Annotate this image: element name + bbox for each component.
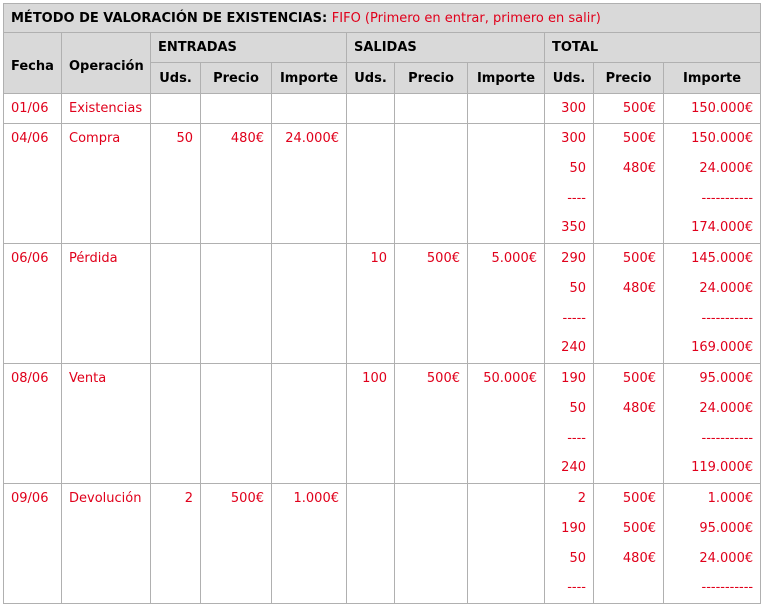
cell-entradas-precio-value xyxy=(208,244,264,273)
cell-total-precio-line xyxy=(601,453,656,483)
cell-salidas-importe-value xyxy=(475,94,537,123)
title-label: MÉTODO DE VALORACIÓN DE EXISTENCIAS: xyxy=(11,10,328,26)
header-salidas: SALIDAS xyxy=(347,33,545,63)
cell-total-precio-line xyxy=(601,333,656,363)
cell-entradas-importe xyxy=(272,364,347,484)
cell-salidas-precio xyxy=(395,364,468,484)
cell-operacion-value: Existencias xyxy=(69,101,143,116)
cell-total-uds-line: 50 xyxy=(569,400,586,416)
cell-total-importe-line: 95.000€ xyxy=(699,520,754,536)
cell-entradas-uds-value: 50 xyxy=(176,131,193,146)
cell-operacion xyxy=(62,364,151,484)
title-value: FIFO (Primero en entrar, primero en salir) xyxy=(331,10,601,26)
cell-total-precio xyxy=(594,484,664,604)
cell-total-precio xyxy=(594,94,664,124)
cell-salidas-uds-value: 100 xyxy=(362,371,387,386)
cell-salidas-importe xyxy=(468,244,545,364)
cell-total-precio-line: 480€ xyxy=(622,550,656,566)
cell-salidas-uds-value: 10 xyxy=(370,251,387,266)
cell-total-importe-line: 24.000€ xyxy=(699,400,754,416)
cell-salidas-precio-value xyxy=(402,94,460,123)
cell-entradas-uds xyxy=(151,244,201,364)
cell-salidas-precio-value xyxy=(402,484,460,513)
cell-entradas-uds-value xyxy=(158,94,193,123)
cell-total-importe-line: 119.000€ xyxy=(691,460,754,476)
cell-salidas-uds-value xyxy=(354,94,387,123)
cell-total-importe xyxy=(664,94,761,124)
cell-entradas-importe xyxy=(272,244,347,364)
cell-entradas-precio xyxy=(201,484,272,604)
header-total-uds: Uds. xyxy=(545,63,594,94)
cell-total-uds xyxy=(545,484,594,604)
cell-total-uds-line: ----- xyxy=(562,310,586,326)
cell-fecha xyxy=(4,364,62,484)
cell-operacion-value: Venta xyxy=(69,371,107,386)
cell-total-importe-line: 145.000€ xyxy=(691,251,754,266)
table-title xyxy=(4,4,761,33)
cell-total-uds-line: 190 xyxy=(561,520,586,536)
header-total: TOTAL xyxy=(545,33,761,63)
cell-total-importe-line: ----------- xyxy=(701,430,754,446)
table-body xyxy=(4,94,761,604)
header-salidas-importe: Importe xyxy=(468,63,545,94)
cell-total-uds-line: 240 xyxy=(561,340,586,356)
header-salidas-uds: Uds. xyxy=(347,63,395,94)
cell-total-uds-line: ---- xyxy=(567,190,586,206)
cell-salidas-uds xyxy=(347,364,395,484)
header-entradas-importe: Importe xyxy=(272,63,347,94)
cell-entradas-uds xyxy=(151,484,201,604)
cell-entradas-uds xyxy=(151,124,201,244)
cell-salidas-uds xyxy=(347,94,395,124)
cell-total-importe xyxy=(664,484,761,604)
cell-total-importe xyxy=(664,244,761,364)
cell-total-importe xyxy=(664,364,761,484)
header-fecha: Fecha xyxy=(4,33,62,94)
cell-salidas-uds xyxy=(347,244,395,364)
header-salidas-precio: Precio xyxy=(395,63,468,94)
cell-salidas-importe xyxy=(468,94,545,124)
cell-total-uds-line: 50 xyxy=(569,280,586,296)
cell-entradas-precio-value xyxy=(208,364,264,393)
cell-total-uds-line: 300 xyxy=(561,101,586,116)
cell-fecha-value: 08/06 xyxy=(11,371,49,386)
cell-salidas-uds xyxy=(347,484,395,604)
cell-total-uds-line: 50 xyxy=(569,550,586,566)
cell-operacion xyxy=(62,244,151,364)
cell-total-uds-line: 2 xyxy=(577,491,586,506)
header-total-precio: Precio xyxy=(594,63,664,94)
cell-salidas-precio-value: 500€ xyxy=(426,251,460,266)
cell-total-uds xyxy=(545,364,594,484)
cell-total-precio-line xyxy=(601,573,656,603)
cell-total-precio-line: 500€ xyxy=(622,520,656,536)
cell-entradas-uds xyxy=(151,364,201,484)
cell-fecha xyxy=(4,484,62,604)
cell-fecha-value: 01/06 xyxy=(11,101,49,116)
cell-entradas-importe-value: 1.000€ xyxy=(293,491,339,506)
cell-entradas-precio xyxy=(201,94,272,124)
cell-total-importe-line: 24.000€ xyxy=(699,160,754,176)
cell-total-precio-line xyxy=(601,304,656,334)
cell-total-precio xyxy=(594,244,664,364)
table-row xyxy=(4,124,761,244)
cell-salidas-uds-value xyxy=(354,124,387,153)
cell-total-importe-line: 24.000€ xyxy=(699,550,754,566)
header-entradas-precio: Precio xyxy=(201,63,272,94)
cell-total-uds-line: 50 xyxy=(569,160,586,176)
header-entradas-uds: Uds. xyxy=(151,63,201,94)
cell-total-precio xyxy=(594,364,664,484)
cell-salidas-uds xyxy=(347,124,395,244)
cell-operacion-value: Pérdida xyxy=(69,251,118,266)
cell-total-uds xyxy=(545,94,594,124)
cell-total-importe-line: ----------- xyxy=(701,190,754,206)
cell-entradas-uds-value: 2 xyxy=(184,491,193,506)
cell-total-importe-line: 24.000€ xyxy=(699,280,754,296)
cell-total-precio-line: 500€ xyxy=(622,101,656,116)
cell-salidas-importe xyxy=(468,124,545,244)
cell-total-importe-line: 1.000€ xyxy=(707,491,754,506)
cell-fecha xyxy=(4,124,62,244)
header-total-importe: Importe xyxy=(664,63,761,94)
cell-total-importe-line: 95.000€ xyxy=(699,371,754,386)
cell-total-precio-line xyxy=(601,424,656,454)
cell-operacion-value: Devolución xyxy=(69,491,142,506)
cell-salidas-uds-value xyxy=(354,484,387,513)
cell-total-precio-line: 480€ xyxy=(622,400,656,416)
cell-salidas-importe-value: 50.000€ xyxy=(483,371,537,386)
cell-entradas-importe xyxy=(272,124,347,244)
cell-entradas-precio-value xyxy=(208,94,264,123)
table-row xyxy=(4,484,761,604)
cell-fecha xyxy=(4,244,62,364)
cell-total-uds xyxy=(545,244,594,364)
cell-salidas-importe-value: 5.000€ xyxy=(491,251,537,266)
cell-total-precio-line xyxy=(601,184,656,214)
cell-entradas-precio-value: 480€ xyxy=(230,131,264,146)
table-row xyxy=(4,364,761,484)
cell-total-uds-line: 300 xyxy=(561,131,586,146)
cell-total-uds-line: 350 xyxy=(561,220,586,236)
cell-salidas-precio xyxy=(395,484,468,604)
cell-salidas-importe-value xyxy=(475,124,537,153)
cell-total-precio-line: 500€ xyxy=(622,371,656,386)
cell-fecha-value: 06/06 xyxy=(11,251,49,266)
cell-total-importe-line: 150.000€ xyxy=(691,131,754,146)
cell-entradas-uds xyxy=(151,94,201,124)
table-row xyxy=(4,94,761,124)
cell-entradas-precio xyxy=(201,244,272,364)
cell-total-precio-line: 480€ xyxy=(622,280,656,296)
cell-operacion xyxy=(62,94,151,124)
cell-salidas-precio xyxy=(395,244,468,364)
cell-total-uds xyxy=(545,124,594,244)
cell-salidas-precio xyxy=(395,94,468,124)
cell-entradas-importe-value xyxy=(279,244,339,273)
header-operacion: Operación xyxy=(62,33,151,94)
cell-fecha-value: 04/06 xyxy=(11,131,49,146)
cell-entradas-importe xyxy=(272,484,347,604)
cell-fecha xyxy=(4,94,62,124)
cell-entradas-uds-value xyxy=(158,364,193,393)
header-entradas: ENTRADAS xyxy=(151,33,347,63)
cell-total-precio-line: 500€ xyxy=(622,131,656,146)
cell-total-importe-line: ----------- xyxy=(701,310,754,326)
cell-fecha-value: 09/06 xyxy=(11,491,49,506)
cell-total-importe-line: 150.000€ xyxy=(691,101,754,116)
cell-operacion xyxy=(62,484,151,604)
cell-total-uds-line: ---- xyxy=(567,580,586,596)
cell-entradas-importe-value xyxy=(279,364,339,393)
cell-entradas-uds-value xyxy=(158,244,193,273)
cell-salidas-precio xyxy=(395,124,468,244)
cell-salidas-precio-value: 500€ xyxy=(426,371,460,386)
cell-operacion xyxy=(62,124,151,244)
cell-entradas-importe xyxy=(272,94,347,124)
cell-entradas-importe-value: 24.000€ xyxy=(285,131,339,146)
cell-total-precio-line xyxy=(601,213,656,243)
cell-total-precio xyxy=(594,124,664,244)
table-row xyxy=(4,244,761,364)
cell-total-uds-line: 240 xyxy=(561,460,586,476)
cell-entradas-precio xyxy=(201,124,272,244)
cell-total-importe-line: ----------- xyxy=(701,580,754,596)
cell-total-uds-line: 290 xyxy=(561,251,586,266)
cell-total-uds-line: 190 xyxy=(561,371,586,386)
cell-total-precio-line: 500€ xyxy=(622,251,656,266)
cell-total-importe xyxy=(664,124,761,244)
cell-entradas-importe-value xyxy=(279,94,339,123)
cell-total-uds-line: ---- xyxy=(567,430,586,446)
fifo-valuation-table xyxy=(3,3,761,604)
cell-total-importe-line: 169.000€ xyxy=(691,340,754,356)
cell-entradas-precio xyxy=(201,364,272,484)
cell-salidas-importe xyxy=(468,484,545,604)
cell-total-importe-line: 174.000€ xyxy=(691,220,754,236)
cell-operacion-value: Compra xyxy=(69,131,121,146)
cell-salidas-precio-value xyxy=(402,124,460,153)
cell-entradas-precio-value: 500€ xyxy=(230,491,264,506)
cell-salidas-importe xyxy=(468,364,545,484)
cell-salidas-importe-value xyxy=(475,484,537,513)
cell-total-precio-line: 500€ xyxy=(622,491,656,506)
cell-total-precio-line: 480€ xyxy=(622,160,656,176)
